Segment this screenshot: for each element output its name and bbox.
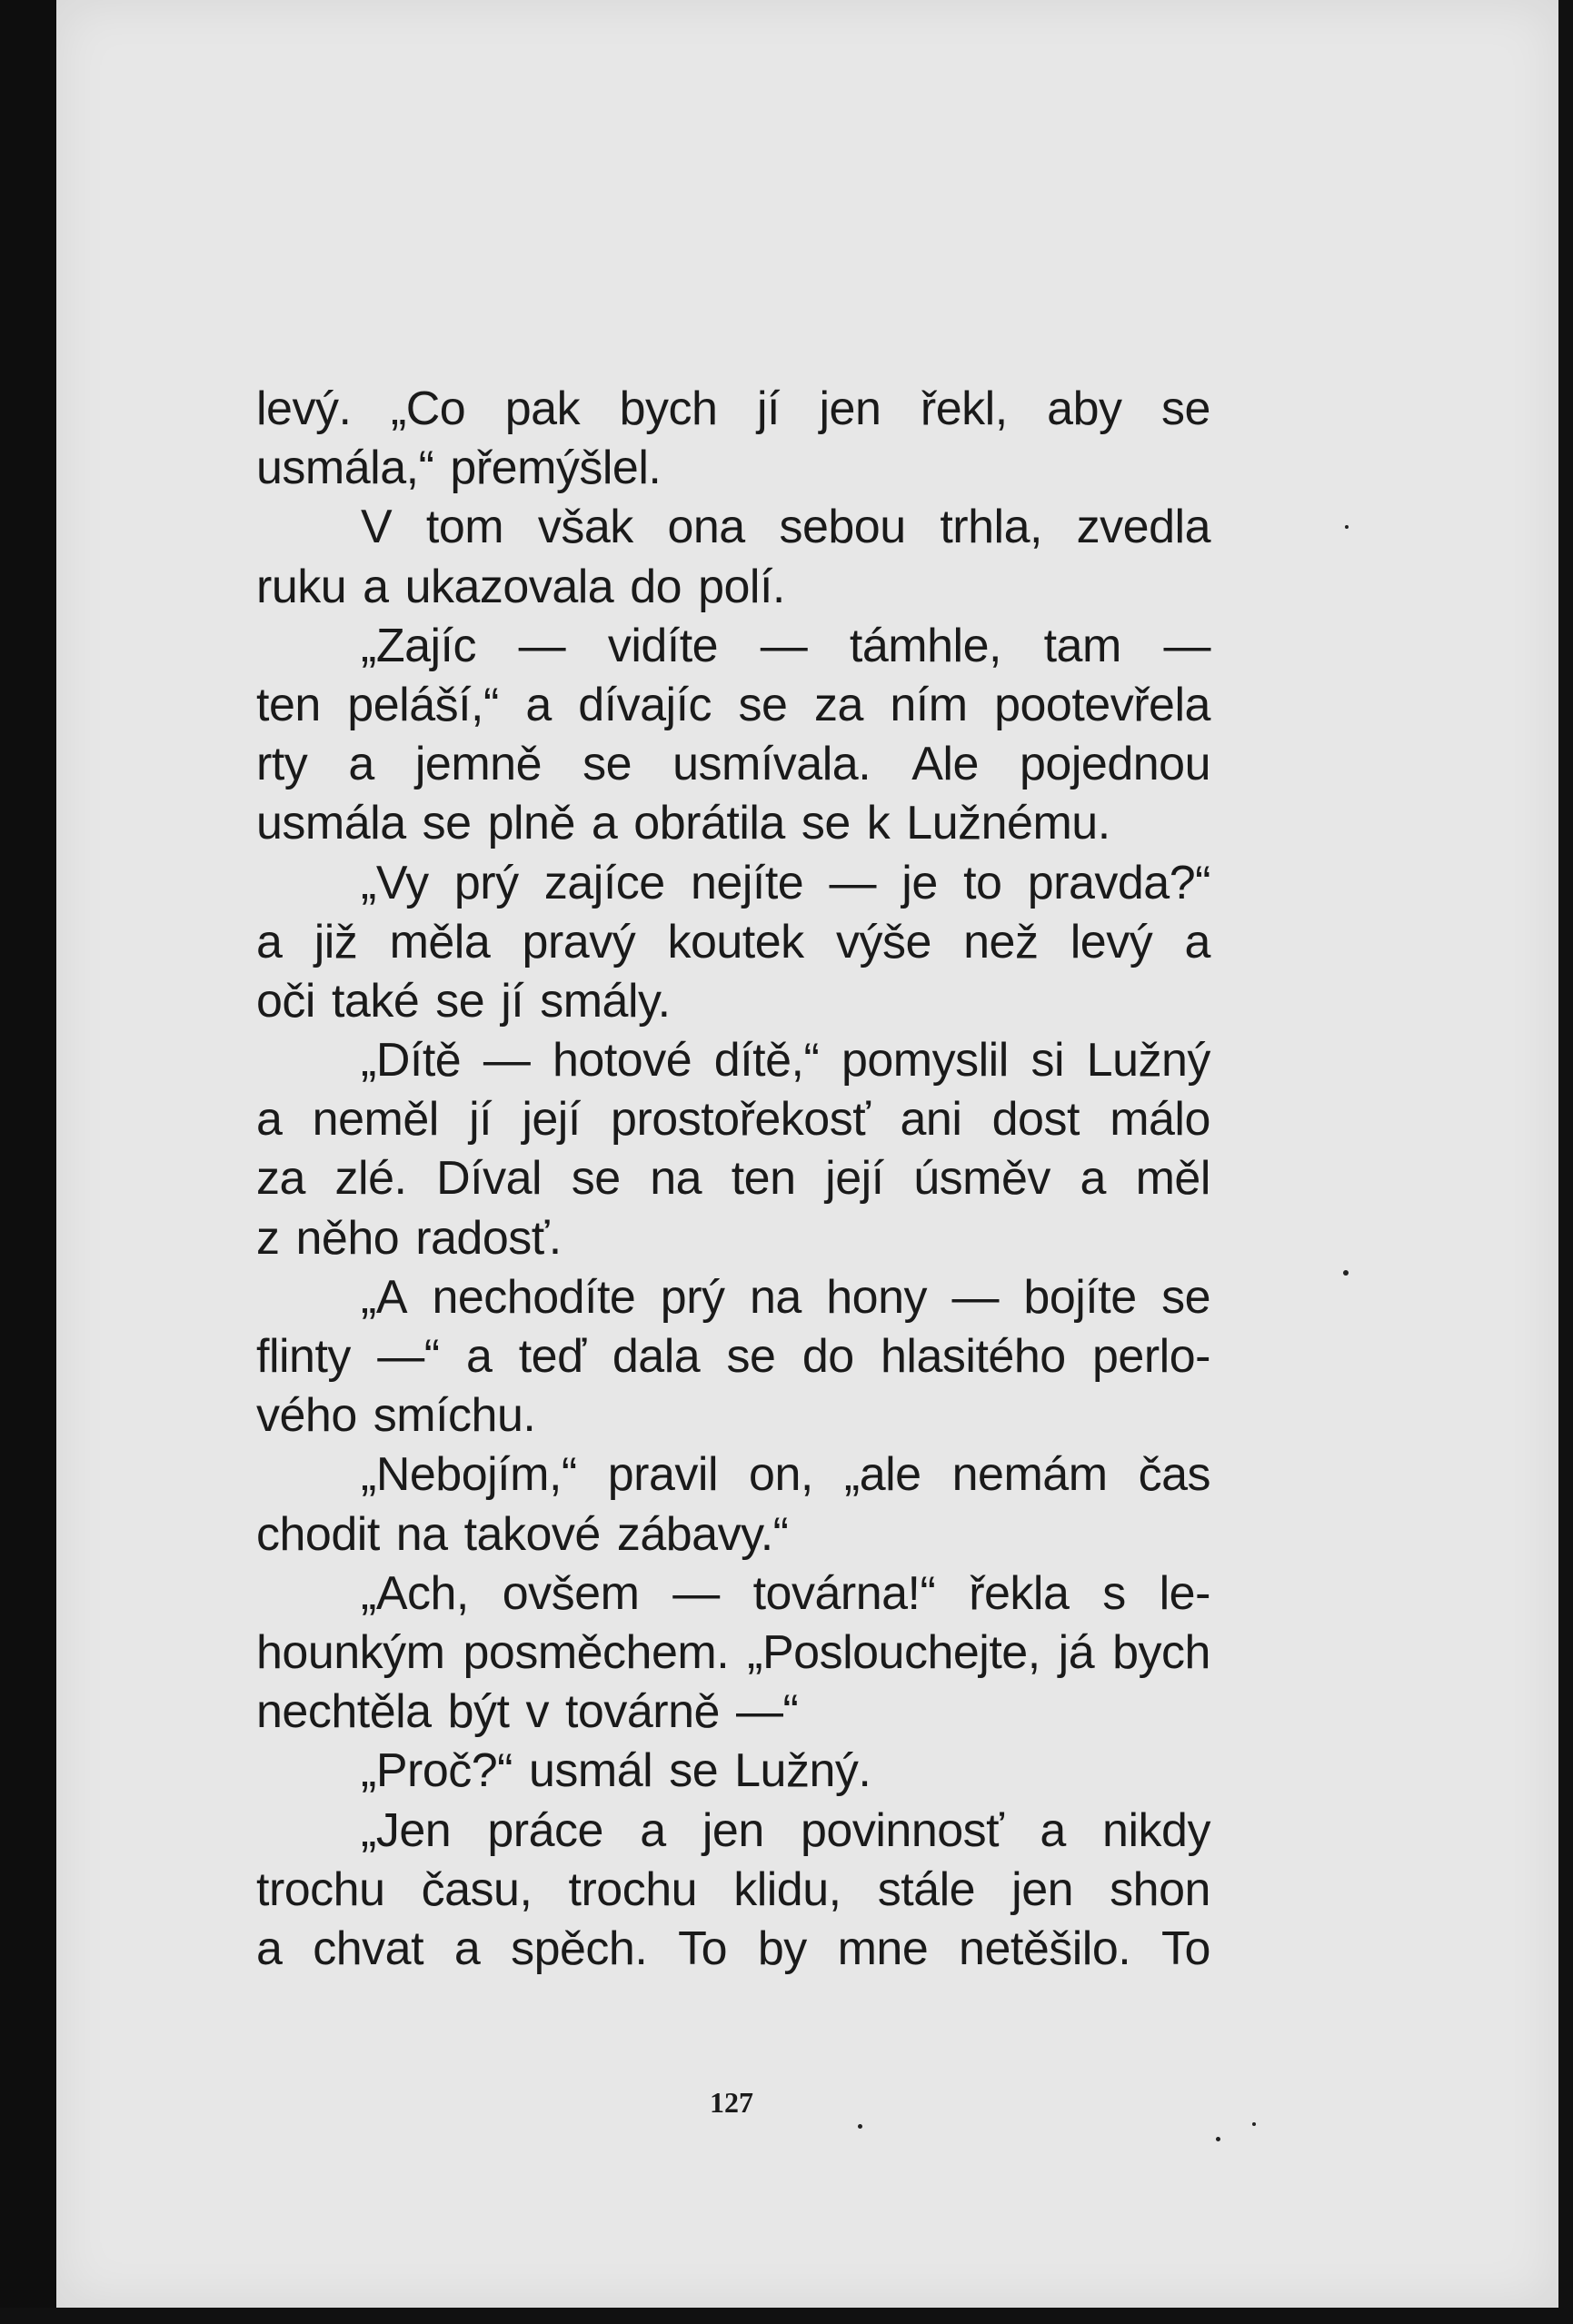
word: za <box>256 1152 305 1206</box>
word: já <box>1058 1625 1095 1679</box>
word: chvat <box>313 1922 424 1975</box>
dust-speck <box>1252 2122 1256 2126</box>
word: čas <box>1138 1448 1210 1502</box>
word: se <box>1161 382 1210 435</box>
word: zábavy.“ <box>616 1507 789 1561</box>
word: „Dítě <box>361 1034 462 1088</box>
word: on, <box>749 1448 813 1502</box>
text-line <box>256 1090 1210 1149</box>
word: však <box>537 501 633 554</box>
word: ona <box>667 501 745 554</box>
word: prý <box>453 856 519 909</box>
word: na <box>395 1507 448 1561</box>
word: vidíte <box>607 619 719 672</box>
word: její <box>522 1093 581 1147</box>
word: To <box>1161 1922 1210 1975</box>
word: trochu <box>568 1862 698 1916</box>
word: se <box>582 738 632 791</box>
word: —“ <box>735 1685 799 1739</box>
word: dítě,“ <box>713 1034 820 1088</box>
word: smíchu. <box>373 1389 536 1443</box>
word: nemám <box>951 1448 1108 1502</box>
word: rty <box>256 738 308 791</box>
word: peláší,“ <box>347 678 499 731</box>
word: oči <box>256 974 315 1028</box>
word: a <box>1040 1803 1066 1857</box>
word: sebou <box>779 501 906 554</box>
word: nechodíte <box>432 1270 636 1324</box>
word: neměl <box>312 1093 439 1147</box>
word: obrátila <box>633 797 785 850</box>
word: se <box>435 974 485 1028</box>
word: Ale <box>911 738 979 791</box>
word: a <box>591 797 618 850</box>
word: jí <box>469 1093 493 1147</box>
word: měla <box>389 915 491 968</box>
word: támhle, <box>849 619 1001 672</box>
word: na <box>650 1152 702 1206</box>
word: hlasitého <box>881 1330 1066 1383</box>
word: chodit <box>256 1507 380 1561</box>
word: „Jen <box>361 1803 452 1857</box>
word: shon <box>1110 1862 1210 1916</box>
word: by <box>757 1922 807 1975</box>
text-line <box>256 1445 1210 1505</box>
word: pomyslil <box>841 1034 1009 1088</box>
word: je <box>901 856 938 909</box>
word: usmívala. <box>672 738 871 791</box>
word: jen <box>819 382 881 435</box>
word: pravda?“ <box>1027 856 1210 909</box>
page-right-edge <box>1558 0 1573 2324</box>
text-line <box>256 1149 1210 1208</box>
word: spěch. <box>511 1922 648 1975</box>
text-line <box>256 380 1210 439</box>
dust-speck <box>858 2124 862 2129</box>
word: její <box>825 1152 884 1206</box>
word: na <box>749 1270 801 1324</box>
word: a <box>1184 915 1210 968</box>
word: si <box>1030 1034 1064 1088</box>
word: hony <box>826 1270 928 1324</box>
text-line <box>256 913 1210 972</box>
word: a <box>1080 1152 1106 1206</box>
text-line <box>256 1268 1210 1327</box>
word: být <box>447 1685 510 1739</box>
word: s <box>1102 1566 1126 1620</box>
word: dost <box>991 1093 1080 1147</box>
word: — <box>951 1270 999 1324</box>
word: a <box>453 1922 481 1975</box>
word: měl <box>1135 1152 1210 1206</box>
text-line <box>256 1742 1210 1801</box>
word: flinty <box>256 1330 351 1383</box>
word: jen <box>1011 1862 1074 1916</box>
text-line <box>256 498 1210 557</box>
word: přemýšlel. <box>450 442 662 495</box>
text-line <box>256 617 1210 676</box>
text-line <box>256 794 1210 853</box>
word: trochu <box>256 1862 385 1916</box>
word: se <box>571 1152 621 1206</box>
word: tom <box>425 501 504 554</box>
word: radosť. <box>415 1211 562 1265</box>
page-bottom-edge <box>0 2308 1573 2324</box>
word: zvedla <box>1076 501 1210 554</box>
word: zajíce <box>543 856 665 909</box>
word: prostořekosť <box>611 1093 871 1147</box>
text-line <box>256 1624 1210 1683</box>
word: výše <box>835 915 931 968</box>
text-line <box>256 854 1210 913</box>
word: tam <box>1043 619 1121 672</box>
word: povinnosť <box>801 1803 1004 1857</box>
word: do <box>801 1330 854 1383</box>
word: prý <box>660 1270 725 1324</box>
word: stále <box>877 1862 976 1916</box>
word: To <box>678 1922 728 1975</box>
word: vého <box>256 1389 357 1443</box>
word: továrně <box>564 1685 720 1739</box>
word: „Poslouchejte, <box>747 1625 1040 1679</box>
word: — <box>518 619 566 672</box>
word: ten <box>731 1152 796 1206</box>
word: ním <box>890 678 968 731</box>
word: se <box>1161 1270 1210 1324</box>
word: a <box>465 1330 493 1383</box>
word: ten <box>256 678 321 731</box>
text-line <box>256 1683 1210 1742</box>
word: a <box>256 1922 283 1975</box>
word: pootevřela <box>994 678 1210 731</box>
word: práce <box>487 1803 603 1857</box>
word: v <box>525 1685 549 1739</box>
word: „Ach, <box>361 1566 469 1620</box>
word: „Nebojím,“ <box>361 1448 577 1502</box>
word: „Co <box>390 382 466 435</box>
word: ruku <box>256 560 347 613</box>
word: usmál <box>528 1744 653 1798</box>
word: a <box>363 560 389 613</box>
word: bych <box>619 382 718 435</box>
word: plně <box>487 797 575 850</box>
word: dívajíc <box>578 678 712 731</box>
text-line <box>256 1386 1210 1445</box>
word: to <box>963 856 1002 909</box>
text-line <box>256 1920 1210 1979</box>
word: — <box>672 1566 720 1620</box>
word: — <box>1163 619 1210 672</box>
word: za <box>813 678 863 731</box>
word: řekla <box>969 1566 1070 1620</box>
word: řekl, <box>920 382 1008 435</box>
word: usmála <box>256 797 406 850</box>
dust-speck <box>1343 1270 1349 1276</box>
word: se <box>738 678 788 731</box>
word: — <box>760 619 808 672</box>
word: smály. <box>540 974 671 1028</box>
word: a <box>256 915 283 968</box>
book-binding-edge <box>0 0 56 2324</box>
word: již <box>314 915 358 968</box>
text-line <box>256 1564 1210 1624</box>
word: V <box>361 501 393 554</box>
word: také <box>331 974 420 1028</box>
text-line <box>256 1327 1210 1386</box>
text-line <box>256 558 1210 617</box>
word: „Vy <box>361 856 429 909</box>
word: — <box>829 856 877 909</box>
word: a <box>640 1803 666 1857</box>
word: hotové <box>553 1034 692 1088</box>
word: pojednou <box>1020 738 1210 791</box>
word: úsměv <box>913 1152 1050 1206</box>
word: nikdy <box>1102 1803 1210 1857</box>
word: pravil <box>607 1448 719 1502</box>
word: času, <box>421 1862 533 1916</box>
word: jen <box>702 1803 764 1857</box>
word: „ale <box>843 1448 921 1502</box>
word: se <box>726 1330 776 1383</box>
word: než <box>963 915 1039 968</box>
word: levý. <box>256 382 352 435</box>
text-line <box>256 735 1210 794</box>
word: bych <box>1112 1625 1210 1679</box>
word: Lužný. <box>734 1744 871 1798</box>
word: nechtěla <box>256 1685 432 1739</box>
word: koutek <box>667 915 804 968</box>
text-line <box>256 1209 1210 1268</box>
word: aby <box>1047 382 1122 435</box>
word: levý <box>1070 915 1153 968</box>
word: „A <box>361 1270 407 1324</box>
dust-speck <box>1345 525 1349 529</box>
word: se <box>801 797 851 850</box>
text-line <box>256 1802 1210 1861</box>
word: jí <box>501 974 524 1028</box>
text-line <box>256 1861 1210 1920</box>
word: usmála,“ <box>256 442 434 495</box>
word: — <box>483 1034 531 1088</box>
word: jemně <box>414 738 543 791</box>
word: něho <box>295 1211 400 1265</box>
word: le- <box>1159 1566 1210 1620</box>
word: málo <box>1110 1093 1210 1147</box>
word: teď <box>518 1330 586 1383</box>
word: z <box>256 1211 280 1265</box>
word: klidu, <box>733 1862 841 1916</box>
word: jí <box>756 382 780 435</box>
word: a <box>348 738 374 791</box>
word: do <box>630 560 682 613</box>
word: dala <box>612 1330 701 1383</box>
word: ani <box>900 1093 962 1147</box>
word: —“ <box>377 1330 440 1383</box>
text-line <box>256 676 1210 735</box>
word: hounkým <box>256 1625 445 1679</box>
word: ovšem <box>502 1566 640 1620</box>
word: nejíte <box>691 856 804 909</box>
word: bojíte <box>1023 1270 1137 1324</box>
body-text <box>256 380 1210 1979</box>
word: pravý <box>522 915 636 968</box>
text-line <box>256 972 1210 1031</box>
word: mne <box>837 1922 929 1975</box>
dust-speck <box>1216 2137 1220 2141</box>
text-line <box>256 1031 1210 1090</box>
word: zlé. <box>334 1152 407 1206</box>
text-line <box>256 439 1210 498</box>
word: k <box>866 797 891 850</box>
word: a <box>256 1093 283 1147</box>
text-line <box>256 1505 1210 1564</box>
word: takové <box>463 1507 601 1561</box>
word: trhla, <box>940 501 1042 554</box>
word: posměchem. <box>463 1625 730 1679</box>
word: Díval <box>436 1152 543 1206</box>
word: továrna!“ <box>752 1566 936 1620</box>
word: perlo- <box>1092 1330 1210 1383</box>
word: ukazovala <box>404 560 614 613</box>
word: netěšilo. <box>959 1922 1131 1975</box>
word: „Zajíc <box>361 619 476 672</box>
word: a <box>525 678 552 731</box>
word: „Proč?“ <box>361 1744 513 1798</box>
page-number: 127 <box>710 2086 753 2119</box>
word: pak <box>504 382 581 435</box>
word: se <box>422 797 472 850</box>
word: polí. <box>698 560 785 613</box>
word: se <box>669 1744 719 1798</box>
word: Lužnému. <box>906 797 1110 850</box>
word: Lužný <box>1086 1034 1210 1088</box>
